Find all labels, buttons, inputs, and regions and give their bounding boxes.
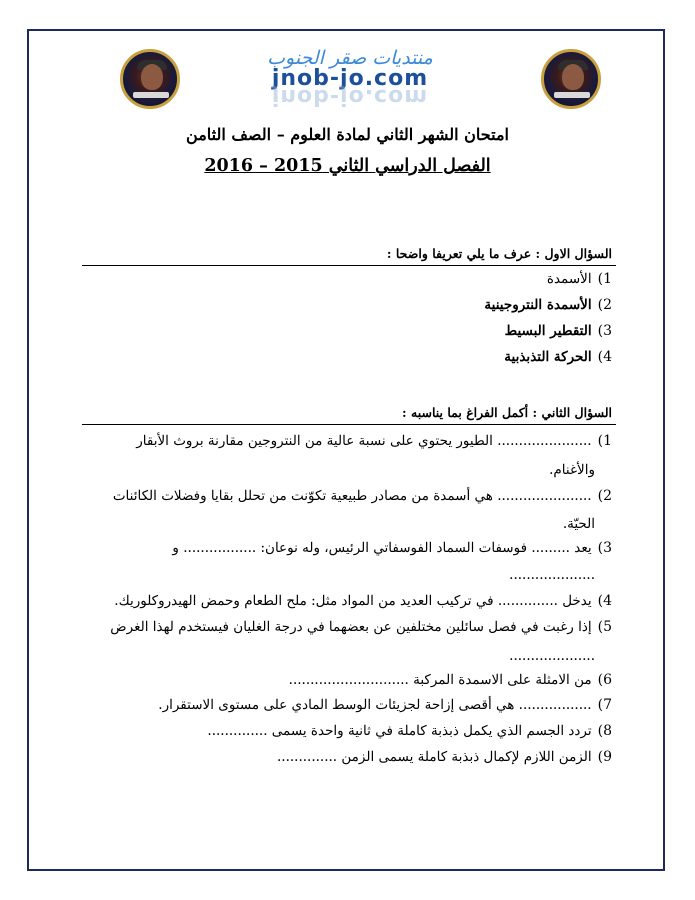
q2-item-9 (92, 749, 612, 767)
q2-item-1-continuation: والأغنام. (549, 462, 595, 478)
face-shape (562, 64, 584, 90)
item-number: 4) (597, 593, 612, 609)
q2-item-4 (92, 593, 612, 611)
q2-item-5 (92, 619, 612, 637)
divider (82, 424, 616, 425)
q2-item-8 (92, 723, 612, 741)
item-number: 7) (597, 697, 612, 713)
item-text: تردد الجسم الذي يكمل ذبذبة كاملة في ثانية واحدة يسمى .............. (207, 723, 592, 739)
q2-item-5-continuation: .................... (509, 648, 595, 664)
item-number: 6) (597, 672, 612, 688)
item-text: يعد ......... فوسفات السماد الفوسفاتي الرئيس، وله نوعان: ................. و (172, 540, 592, 556)
item-number: 2) (597, 488, 612, 504)
item-text: الحركة التذبذبية (504, 349, 592, 365)
site-name-arabic: منتديات صقر الجنوب (267, 47, 433, 69)
q2-item-2 (92, 488, 612, 506)
item-text: التقطير البسيط (504, 323, 592, 339)
question-1-heading: السؤال الاول : عرف ما يلي تعريفا واضحا : (386, 246, 612, 261)
site-url: jnob-jo.com (271, 66, 429, 91)
item-text: إذا رغبت في فصل سائلين مختلفين عن بعضهما في درجة الغليان فيستخدم لهذا الغرض (110, 619, 592, 635)
semester-title: الفصل الدراسي الثاني 2015 – 2016 (204, 156, 491, 176)
item-number: 1) (597, 433, 612, 449)
item-text: الأسمدة (546, 271, 592, 287)
item-text: ...................... الطيور يحتوي على نسبة عالية من النتروجين مقارنة بروث الأبقار (136, 433, 592, 449)
q2-item-6 (92, 672, 612, 690)
exam-title: امتحان الشهر الثاني لمادة العلوم – الصف الثامن (186, 125, 509, 144)
q2-item-1 (92, 433, 612, 451)
q2-item-2-continuation: الحيّة. (562, 516, 595, 532)
item-text: يدخل .............. في تركيب العديد من المواد مثل: ملح الطعام وحمض الهيدروكلوريك. (114, 593, 592, 609)
q2-item-3 (92, 540, 612, 558)
divider (82, 265, 616, 266)
site-url-reflection: jnob-jo.com (271, 84, 429, 109)
item-number: 3) (597, 540, 612, 556)
q1-item-3 (92, 323, 612, 341)
item-text: الزمن اللازم لإكمال ذبذبة كاملة يسمى الزمن .............. (277, 749, 592, 765)
item-number: 8) (597, 723, 612, 739)
logo-band (133, 92, 169, 98)
question-2-heading: السؤال الثاني : أكمل الفراغ بما يناسبه : (402, 405, 612, 420)
item-number: 4) (597, 349, 612, 365)
item-text: من الامثلة على الاسمدة المركبة ............................ (288, 672, 592, 688)
q1-item-1 (92, 271, 612, 289)
item-number: 1) (597, 271, 612, 287)
emblem-logo-right (541, 49, 601, 109)
emblem-logo-left (120, 49, 180, 109)
q2-item-7 (92, 697, 612, 715)
item-number: 2) (597, 297, 612, 313)
item-number: 3) (597, 323, 612, 339)
q2-item-3-continuation: .................... (509, 567, 595, 583)
item-text: ...................... هي أسمدة من مصادر طبيعية تكوّنت من تحلل بقايا وفضلات الكائنات (112, 488, 592, 504)
face-shape (141, 64, 163, 90)
item-number: 9) (597, 749, 612, 765)
logo-band (554, 92, 590, 98)
item-text: الأسمدة النتروجينية (484, 297, 592, 313)
item-number: 5) (597, 619, 612, 635)
item-text: ................. هي أقصى إزاحة لجزيئات الوسط المادي على مستوى الاستقرار. (158, 697, 592, 713)
q1-item-2 (92, 297, 612, 315)
q1-item-4 (92, 349, 612, 367)
